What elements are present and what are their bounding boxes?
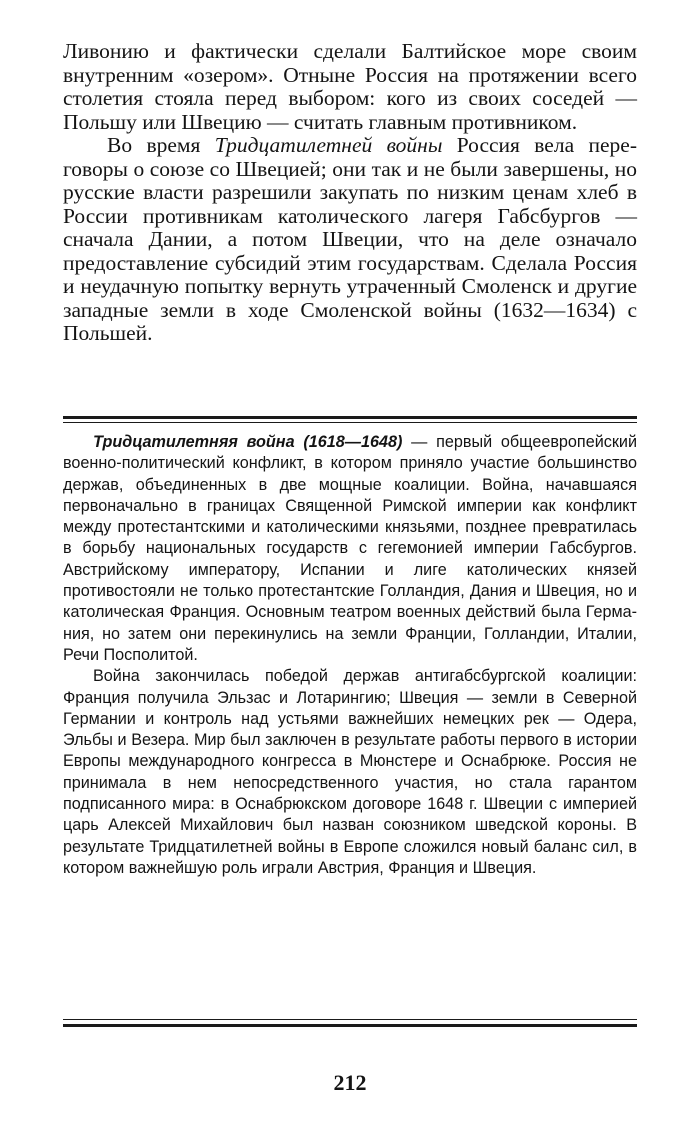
definition-paragraph-1-rest: — первый общеевропейский военно-политический конфликт, в котором приняло участие большинство держав, объединенных в две мощные коалиции. Война, начавшаяся первоначально в границах Священной Римской империи как конфликт между протестантскими и католическими князьями, позднее превратилась в борьбу национальных государств с гегемонией империи Габсбургов. Австрийскому императору, Испании и лиге католических князей противостояли не только протестантские Голландия, Дания и Швеция, но и католическая Франция. Основным театром военных действий была Германия, но затем они перекинулись на земли Франции, Голландии, Италии, Речи Посполитой. [63, 433, 637, 664]
main-paragraph-2-prefix: Во время [107, 133, 215, 157]
definition-box [63, 432, 637, 879]
main-text [63, 40, 637, 346]
main-paragraph-2-rest: Россия вела переговоры о союзе со Швецией; они так и не были завершены, но русские власти разрешили закупать по низким ценам хлеб в России противникам католического лагеря Габсбургов — сначала Дании, а потом Швеции, что на деле означало предоставление субсидий этим государствам. Сделала Россия и неудачную попытку вернуть утраченный Смоленск и другие западные земли в ходе Смоленской войны (1632—1634) с Польшей. [63, 133, 637, 345]
definition-paragraph-1 [63, 432, 637, 666]
definition-paragraph-2: Война закончилась победой держав антигабсбургской коалиции: Франция получила Эльзас и Лотарингию; Швеция — земли в Северной Германии и контроль над устьями важнейших немецких рек — Одера, Эльбы и Везера. Мир был заключен в результате работы первого в истории Европы международного конгресса в Мюнстере и Оснабрюке. Россия не принимала в нем непосредственного участия, но стала гарантом подписанного мира: в Оснабрюкском договоре 1648 г. Швеции с империей царь Алексей Михайлович был назван союзником шведской короны. В результате Тридцатилетней войны в Европе сложился новый баланс сил, в котором важнейшую роль играли Австрия, Франция и Швеция. [63, 667, 637, 877]
main-paragraph-1: Ливонию и фактически сделали Балтийское море своим внутренним «озером». Отныне Россия на протяжении всего столетия стояла перед выбором: кого из своих соседей — Польшу или Швецию — считать главным противником. [63, 39, 637, 134]
page-number: 212 [333, 1070, 367, 1095]
main-paragraph-2-term: Тридцатилетней войны [214, 133, 443, 157]
main-paragraph-2 [63, 134, 637, 346]
definition-term: Тридцатилетняя война (1618—1648) [93, 433, 403, 451]
book-page [63, 0, 637, 1137]
sidebar-bottom-rule-thin [63, 1019, 637, 1020]
sidebar-top-rule-thick [63, 416, 637, 419]
sidebar-bottom-rule-thick [63, 1024, 637, 1027]
sidebar-top-rule-thin [63, 422, 637, 423]
